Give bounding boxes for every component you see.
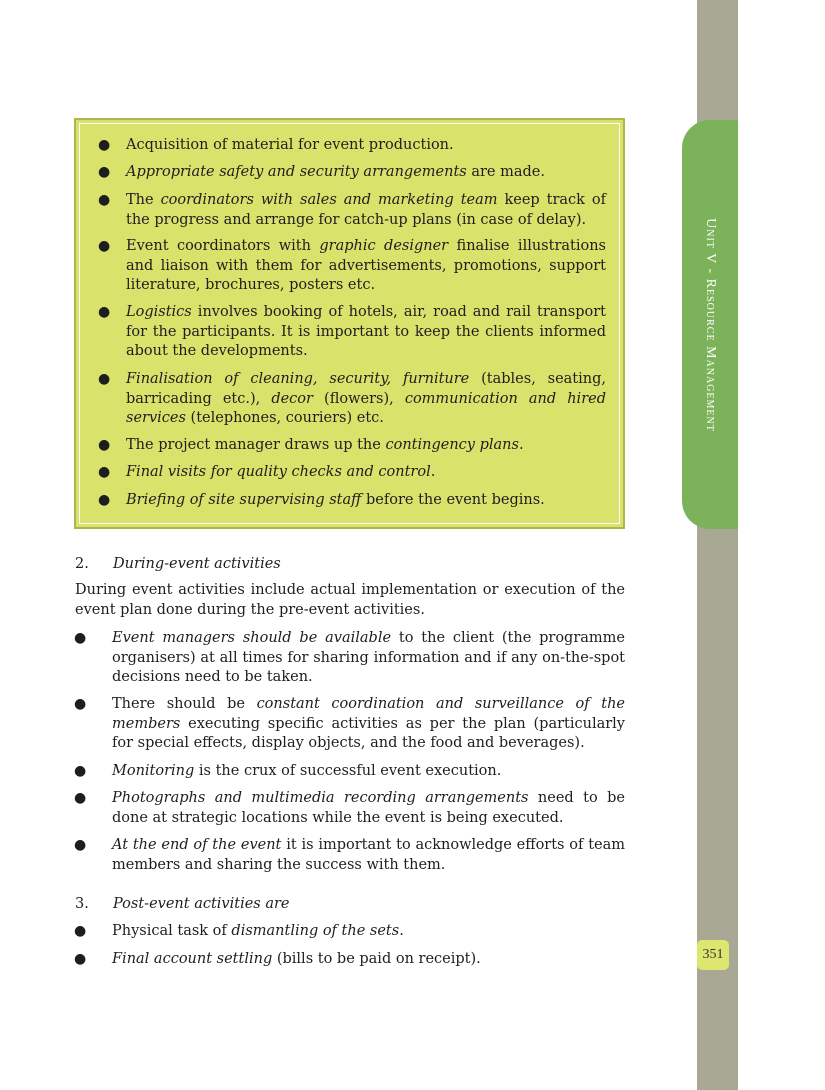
unit-tab-label: Unit V - Resource Management — [703, 218, 718, 432]
body-text: . — [518, 437, 524, 453]
box-item — [98, 491, 606, 511]
box-item — [98, 370, 607, 429]
emphasis-text: Appropriate safety and security arrangements — [126, 164, 467, 180]
body-text: executing specific activities as per the plan (particularly for special effects, display objects, and the food and beverages). — [112, 715, 625, 751]
body-text: . — [399, 923, 404, 939]
bullet-icon: ● — [98, 464, 111, 480]
section-3-title: Post-event activities are — [113, 896, 290, 912]
pre-event-box — [74, 118, 625, 529]
bullet-icon: ● — [74, 630, 87, 646]
bullet-icon: ● — [98, 304, 111, 320]
body-text: The project manager draws up the — [126, 437, 386, 453]
bullet-icon: ● — [74, 923, 87, 939]
emphasis-text: graphic designer — [319, 238, 449, 254]
emphasis-text: Monitoring — [112, 763, 195, 779]
body-text: it is important to acknowledge efforts of team members and sharing the success with them. — [112, 837, 626, 873]
bullet-icon: ● — [98, 137, 111, 153]
body-text: (telephones, couriers) etc. — [185, 410, 384, 426]
section-2-intro: During event activities include actual implementation or execution of the event plan done during the pre-event activities. — [75, 582, 625, 618]
section-3-number: 3. — [75, 896, 89, 912]
emphasis-text: dismantling of the sets — [231, 923, 400, 939]
emphasis-text: Final account settling — [112, 951, 273, 967]
box-item — [98, 237, 606, 296]
list-item — [74, 836, 626, 875]
body-text: keep track of the progress and arrange for catch-up plans (in case of delay). — [126, 192, 607, 228]
body-text: The — [126, 192, 161, 208]
bullet-icon: ● — [98, 164, 111, 180]
body-text: Event coordinators with — [126, 238, 320, 254]
emphasis-text: At the end of the event — [112, 837, 282, 853]
bullet-icon: ● — [74, 696, 87, 712]
list-item — [74, 762, 625, 782]
bullet-icon: ● — [98, 238, 111, 254]
box-item — [98, 303, 606, 362]
body-text: before the event begins. — [361, 492, 545, 508]
body-text: finalise illustrations and liaison with them for advertisements, promotions, support literature, brochures, posters etc. — [126, 238, 606, 293]
body-text: . — [430, 464, 436, 480]
box-item — [98, 136, 606, 156]
page-number: 351 — [697, 940, 729, 970]
emphasis-text: contingency plans — [385, 437, 519, 453]
bullet-icon: ● — [74, 837, 87, 853]
emphasis-text: coordinators with sales and marketing team — [160, 192, 498, 208]
box-item — [98, 191, 607, 230]
emphasis-text: Final visits for quality checks and control — [126, 464, 431, 480]
emphasis-text: Event managers should be available — [112, 630, 392, 646]
list-item — [74, 950, 625, 970]
list-item — [74, 789, 625, 828]
body-text: (bills to be paid on receipt). — [272, 951, 481, 967]
box-item — [98, 463, 606, 483]
body-text: are made. — [466, 164, 545, 180]
body-text: Acquisition of material for event production. — [126, 137, 454, 153]
list-item — [74, 695, 626, 754]
emphasis-text: Logistics — [126, 304, 192, 320]
emphasis-text: constant coordination and surveillance of the members — [112, 696, 626, 732]
body-text: (flowers), — [312, 390, 405, 407]
bullet-icon: ● — [98, 492, 111, 508]
body-text: Physical task of — [112, 923, 232, 939]
emphasis-text: Finalisation of cleaning, security, furniture — [126, 371, 470, 387]
bullet-icon: ● — [74, 951, 87, 967]
list-item — [74, 629, 625, 688]
emphasis-text: decor — [271, 390, 313, 407]
section-2-number: 2. — [75, 556, 89, 572]
body-text: need to be done at strategic locations while the event is being executed. — [112, 790, 625, 826]
body-text: is the crux of successful event execution. — [194, 763, 502, 779]
emphasis-text: communication and hired services — [126, 390, 606, 426]
bullet-icon: ● — [98, 192, 111, 208]
section-2-title: During-event activities — [113, 556, 281, 572]
bullet-icon: ● — [74, 790, 87, 806]
bullet-icon: ● — [98, 371, 111, 387]
box-item — [98, 163, 606, 183]
bullet-icon: ● — [74, 763, 87, 779]
list-item — [74, 922, 625, 942]
bullet-icon: ● — [98, 437, 111, 453]
emphasis-text: Briefing of site supervising staff — [126, 492, 362, 508]
body-text: involves booking of hotels, air, road and rail transport for the participants. It is important to keep the clients informed about the developments. — [126, 304, 606, 359]
body-text: (tables, seating, barricading etc.), — [126, 371, 607, 407]
body-text: There should be — [112, 696, 257, 712]
body-text: to the client (the programme organisers) at all times for sharing information and if any on-the-spot decisions need to be taken. — [112, 630, 625, 685]
emphasis-text: Photographs and multimedia recording arrangements — [112, 790, 529, 806]
box-item — [98, 436, 606, 456]
